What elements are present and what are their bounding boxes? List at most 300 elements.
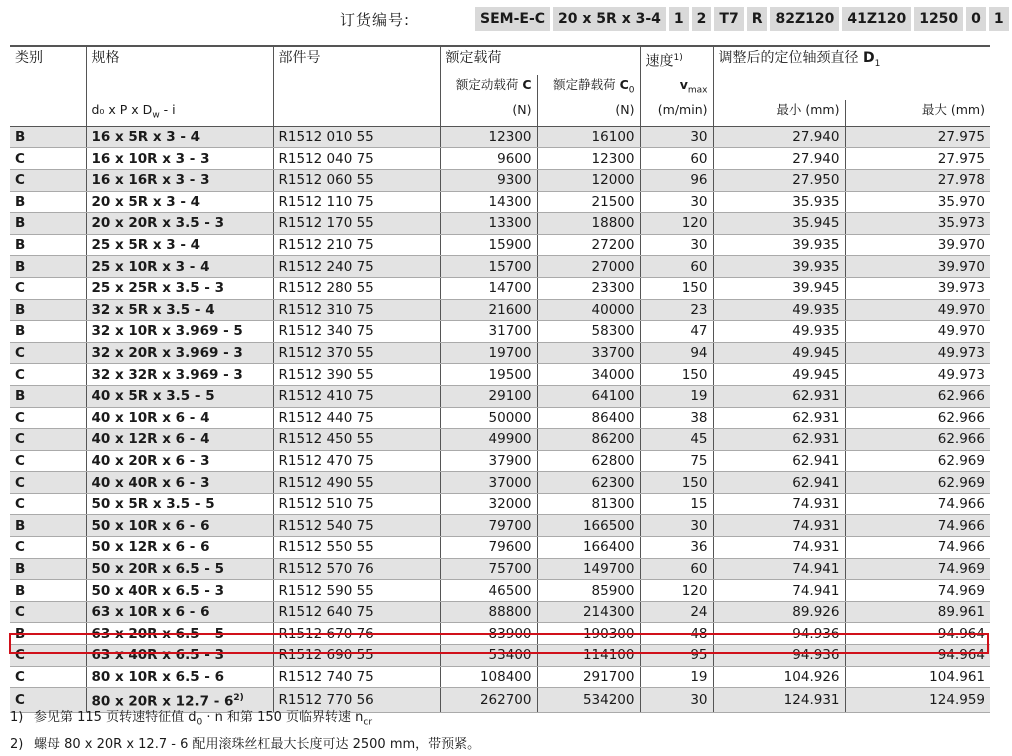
cell-dynamic-load-text: 49900 — [488, 431, 532, 448]
cell-dynamic-load — [440, 321, 537, 343]
cell-type — [10, 213, 86, 235]
cell-type — [10, 342, 86, 364]
header-diameter-symbol: D — [862, 50, 875, 66]
cell-size — [86, 537, 273, 559]
cell-size-text: 32 x 32R x 3.969 - 3 — [91, 366, 243, 383]
cell-static-load-text: 166400 — [582, 539, 635, 556]
cell-dynamic-load — [440, 580, 537, 602]
cell-dynamic-load — [440, 666, 537, 688]
cell-dynamic-load-text: 83900 — [488, 625, 532, 642]
cell-dynamic-load-text: 29100 — [488, 388, 532, 405]
cell-static-load-text: 40000 — [591, 301, 635, 318]
cell-dynamic-load-text: 19700 — [488, 345, 532, 362]
cell-type — [10, 601, 86, 623]
cell-diameter-min — [713, 342, 845, 364]
cell-diameter-max-text: 39.970 — [937, 258, 985, 275]
cell-diameter-min-text: 74.931 — [792, 496, 840, 513]
cell-part-no-text: R1512 170 55 — [278, 215, 374, 232]
cell-size-text: 20 x 20R x 3.5 - 3 — [91, 215, 224, 232]
cell-diameter-max — [845, 450, 990, 472]
cell-type-text: B — [15, 129, 26, 146]
cell-diameter-min-text: 39.935 — [792, 258, 840, 275]
order-code-row — [340, 6, 1012, 32]
cell-static-load — [537, 299, 640, 321]
footnote-1-sub-a: 0 — [196, 717, 203, 728]
cell-diameter-min — [713, 666, 845, 688]
cell-speed — [640, 385, 713, 407]
cell-dynamic-load-text: 31700 — [488, 323, 532, 340]
header-diameter — [713, 46, 990, 75]
cell-size-text: 80 x 10R x 6.5 - 6 — [91, 668, 224, 685]
cell-size — [86, 515, 273, 537]
header-speed — [640, 46, 713, 75]
cell-dynamic-load-text: 15900 — [488, 237, 532, 254]
cell-dynamic-load-text: 19500 — [488, 366, 532, 383]
cell-part-no — [273, 580, 440, 602]
cell-dynamic-load — [440, 493, 537, 515]
cell-size-note: 2) — [233, 693, 244, 704]
cell-part-no-text: R1512 280 55 — [278, 280, 374, 297]
cell-dynamic-load — [440, 558, 537, 580]
table-row — [10, 169, 990, 191]
cell-type — [10, 493, 86, 515]
cell-dynamic-load-text: 14700 — [488, 280, 532, 297]
cell-diameter-min-text: 27.940 — [792, 150, 840, 167]
cell-diameter-max-text: 62.969 — [937, 453, 985, 469]
cell-speed-text: 36 — [690, 539, 708, 556]
cell-diameter-max-text: 35.973 — [937, 215, 985, 232]
cell-diameter-max — [845, 234, 990, 256]
cell-diameter-max-text: 74.966 — [937, 517, 985, 534]
header-row-1 — [10, 46, 990, 75]
cell-static-load-text: 85900 — [591, 582, 635, 599]
cell-part-no — [273, 623, 440, 645]
header-row-2 — [10, 75, 990, 101]
cell-static-load — [537, 472, 640, 494]
cell-diameter-max-text: 49.973 — [937, 366, 985, 383]
cell-diameter-max-text: 94.964 — [937, 647, 985, 664]
cell-size — [86, 407, 273, 429]
cell-part-no-text: R1512 550 55 — [278, 539, 374, 556]
cell-dynamic-load — [440, 126, 537, 148]
cell-diameter-min — [713, 537, 845, 559]
cell-size-text: 50 x 5R x 3.5 - 5 — [91, 496, 215, 513]
cell-type-text: B — [15, 301, 26, 318]
cell-diameter-max — [845, 342, 990, 364]
cell-diameter-max-text: 74.969 — [937, 560, 985, 577]
cell-speed-text: 30 — [690, 517, 708, 534]
cell-dynamic-load — [440, 385, 537, 407]
cell-type — [10, 256, 86, 278]
cell-type-text: C — [15, 172, 25, 189]
cell-static-load-text: 21500 — [591, 193, 635, 210]
cell-diameter-max-text: 94.964 — [937, 625, 985, 642]
cell-speed-text: 150 — [681, 366, 708, 383]
cell-size-text: 32 x 10R x 3.969 - 5 — [91, 323, 243, 340]
cell-speed — [640, 191, 713, 213]
cell-dynamic-load — [440, 342, 537, 364]
cell-diameter-max — [845, 213, 990, 235]
cell-type-text: B — [15, 582, 26, 599]
cell-size-text: 63 x 40R x 6.5 - 3 — [91, 647, 224, 664]
cell-speed — [640, 277, 713, 299]
cell-type-text: B — [15, 215, 26, 232]
cell-size — [86, 645, 273, 667]
cell-type — [10, 429, 86, 451]
cell-diameter-min-text: 74.931 — [792, 539, 840, 556]
cell-type-text: B — [15, 560, 26, 577]
order-code-cell: 1250 — [914, 7, 963, 31]
cell-diameter-min-text: 74.941 — [792, 560, 840, 577]
cell-part-no-text: R1512 450 55 — [278, 431, 374, 448]
footnote-1-text-a: 参见第 115 页转速特征值 d — [34, 710, 197, 725]
cell-diameter-min-text: 62.941 — [792, 453, 840, 469]
cell-size — [86, 429, 273, 451]
cell-speed-text: 120 — [681, 582, 708, 599]
cell-type-text: C — [15, 604, 25, 621]
cell-diameter-max-text: 62.966 — [937, 409, 985, 426]
cell-diameter-min — [713, 385, 845, 407]
cell-speed — [640, 558, 713, 580]
cell-speed-text: 120 — [681, 215, 708, 232]
cell-diameter-min-text: 94.936 — [792, 625, 840, 642]
cell-static-load — [537, 688, 640, 713]
cell-part-no — [273, 666, 440, 688]
cell-type — [10, 407, 86, 429]
cell-dynamic-load-text: 108400 — [479, 668, 532, 685]
cell-part-no-text: R1512 770 56 — [278, 691, 374, 708]
header-speed-label: 速度 — [645, 53, 674, 70]
cell-speed-text: 95 — [690, 647, 708, 664]
cell-type — [10, 472, 86, 494]
cell-size — [86, 191, 273, 213]
cell-speed-text: 94 — [690, 345, 708, 362]
cell-diameter-max — [845, 558, 990, 580]
cell-size-text: 40 x 12R x 6 - 4 — [91, 431, 210, 448]
cell-speed-text: 48 — [690, 625, 708, 642]
cell-static-load-text: 18800 — [591, 215, 635, 232]
cell-diameter-max — [845, 537, 990, 559]
cell-speed-text: 30 — [690, 129, 708, 146]
cell-part-no — [273, 126, 440, 148]
cell-speed-text: 47 — [690, 323, 708, 340]
cell-size-text: 63 x 10R x 6 - 6 — [91, 604, 210, 621]
cell-diameter-max-text: 35.970 — [937, 193, 985, 210]
cell-part-no — [273, 299, 440, 321]
cell-speed — [640, 342, 713, 364]
cell-type — [10, 169, 86, 191]
cell-diameter-max — [845, 277, 990, 299]
cell-static-load — [537, 558, 640, 580]
cell-diameter-min-text: 94.936 — [792, 647, 840, 664]
order-code-cell: T7 — [714, 7, 743, 31]
cell-dynamic-load — [440, 537, 537, 559]
cell-type — [10, 623, 86, 645]
cell-speed-text: 38 — [690, 409, 708, 426]
cell-part-no-text: R1512 010 55 — [278, 129, 374, 146]
header-dynamic-load — [440, 75, 537, 101]
cell-diameter-max — [845, 666, 990, 688]
cell-dynamic-load-text: 50000 — [488, 409, 532, 426]
cell-part-no-text: R1512 370 55 — [278, 345, 374, 362]
order-code-cell: 0 — [966, 7, 986, 31]
cell-speed-text: 96 — [690, 172, 708, 189]
cell-type-text: B — [15, 258, 26, 275]
cell-diameter-max — [845, 191, 990, 213]
cell-diameter-max-text: 74.966 — [937, 496, 985, 513]
cell-dynamic-load — [440, 299, 537, 321]
cell-dynamic-load — [440, 601, 537, 623]
cell-type — [10, 364, 86, 386]
table-row — [10, 580, 990, 602]
cell-diameter-min — [713, 407, 845, 429]
cell-part-no — [273, 234, 440, 256]
cell-part-no-text: R1512 490 55 — [278, 474, 374, 491]
cell-diameter-min — [713, 191, 845, 213]
cell-size-text: 40 x 20R x 6 - 3 — [91, 453, 210, 469]
cell-speed — [640, 601, 713, 623]
cell-static-load-text: 34000 — [591, 366, 635, 383]
header-vmax: v — [679, 76, 688, 92]
header-size-formula-sub: w — [152, 110, 160, 121]
cell-diameter-min-text: 62.931 — [792, 409, 840, 426]
cell-dynamic-load-text: 79700 — [488, 517, 532, 534]
cell-dynamic-load — [440, 429, 537, 451]
cell-diameter-max — [845, 299, 990, 321]
cell-dynamic-load — [440, 234, 537, 256]
cell-speed — [640, 407, 713, 429]
table-row — [10, 623, 990, 645]
ball-nut-table — [10, 45, 990, 713]
cell-static-load-text: 86400 — [591, 409, 635, 426]
cell-speed — [640, 666, 713, 688]
cell-static-load-text: 291700 — [582, 668, 635, 685]
cell-part-no-text: R1512 240 75 — [278, 258, 374, 275]
cell-dynamic-load — [440, 277, 537, 299]
cell-speed — [640, 234, 713, 256]
cell-speed-text: 150 — [681, 474, 708, 491]
header-static-load-label: 额定静载荷 — [553, 76, 616, 92]
cell-dynamic-load-text: 75700 — [488, 560, 532, 577]
cell-diameter-min-text: 62.941 — [792, 474, 840, 491]
cell-part-no — [273, 342, 440, 364]
footnote-1-text-b: · n 和第 150 页临界转速 n — [202, 710, 364, 725]
cell-diameter-min — [713, 623, 845, 645]
cell-part-no-text: R1512 570 76 — [278, 560, 374, 577]
cell-diameter-min — [713, 450, 845, 472]
cell-diameter-min — [713, 299, 845, 321]
cell-part-no — [273, 493, 440, 515]
cell-type-text: B — [15, 193, 26, 210]
cell-static-load-text: 27200 — [591, 237, 635, 254]
table-row — [10, 429, 990, 451]
cell-speed-text: 19 — [690, 388, 708, 405]
cell-part-no-text: R1512 310 75 — [278, 301, 374, 318]
table-row — [10, 493, 990, 515]
cell-static-load — [537, 666, 640, 688]
cell-size-text: 40 x 10R x 6 - 4 — [91, 409, 210, 426]
cell-part-no — [273, 385, 440, 407]
cell-diameter-max-text: 74.966 — [937, 539, 985, 556]
cell-diameter-max-text: 89.961 — [937, 604, 985, 621]
cell-speed-text: 24 — [690, 604, 708, 621]
cell-diameter-max-text: 62.969 — [937, 474, 985, 491]
cell-static-load-text: 190300 — [582, 625, 635, 642]
cell-type — [10, 558, 86, 580]
cell-size — [86, 126, 273, 148]
cell-type-text: C — [15, 280, 25, 297]
cell-part-no — [273, 277, 440, 299]
cell-diameter-max — [845, 429, 990, 451]
cell-part-no — [273, 364, 440, 386]
cell-part-no-text: R1512 640 75 — [278, 604, 374, 621]
cell-size — [86, 472, 273, 494]
cell-type-text: C — [15, 431, 25, 448]
cell-size — [86, 169, 273, 191]
cell-diameter-min — [713, 364, 845, 386]
cell-size-text: 50 x 10R x 6 - 6 — [91, 517, 210, 534]
cell-part-no-text: R1512 470 75 — [278, 453, 374, 469]
cell-static-load — [537, 493, 640, 515]
cell-speed-text: 60 — [690, 560, 708, 577]
cell-dynamic-load — [440, 450, 537, 472]
header-size-formula — [86, 100, 273, 126]
cell-size — [86, 601, 273, 623]
cell-part-no-text: R1512 510 75 — [278, 496, 374, 513]
cell-static-load-text: 86200 — [591, 431, 635, 448]
cell-size — [86, 364, 273, 386]
cell-diameter-min — [713, 493, 845, 515]
cell-static-load — [537, 213, 640, 235]
cell-static-load — [537, 450, 640, 472]
header-load: 额定载荷 — [440, 46, 640, 75]
footnote-1 — [10, 707, 480, 734]
cell-static-load-text: 12000 — [591, 172, 635, 189]
order-code-cells — [475, 7, 1012, 31]
order-code-cell: R — [747, 7, 768, 31]
cell-speed-text: 60 — [690, 150, 708, 167]
order-code-cell: 82Z120 — [770, 7, 839, 31]
cell-speed — [640, 580, 713, 602]
cell-dynamic-load — [440, 515, 537, 537]
cell-size — [86, 256, 273, 278]
cell-size-text: 32 x 5R x 3.5 - 4 — [91, 301, 215, 318]
cell-size — [86, 299, 273, 321]
cell-static-load — [537, 429, 640, 451]
cell-diameter-max — [845, 407, 990, 429]
table-row — [10, 666, 990, 688]
table-row — [10, 234, 990, 256]
cell-speed-text: 30 — [690, 193, 708, 210]
cell-speed — [640, 493, 713, 515]
header-static-load-sub: 0 — [628, 85, 635, 96]
cell-diameter-min-text: 89.926 — [792, 604, 840, 621]
cell-size — [86, 213, 273, 235]
cell-type — [10, 299, 86, 321]
cell-part-no — [273, 321, 440, 343]
cell-type-text: C — [15, 474, 25, 491]
cell-part-no-text: R1512 210 75 — [278, 237, 374, 254]
cell-part-no-text: R1512 340 75 — [278, 323, 374, 340]
cell-diameter-min — [713, 321, 845, 343]
cell-static-load — [537, 623, 640, 645]
cell-dynamic-load — [440, 645, 537, 667]
cell-dynamic-load — [440, 148, 537, 170]
cell-diameter-max-text: 62.966 — [937, 431, 985, 448]
header-static-load-symbol: C — [619, 76, 629, 92]
cell-static-load — [537, 256, 640, 278]
cell-type-text: B — [15, 625, 26, 642]
cell-part-no — [273, 148, 440, 170]
cell-diameter-max — [845, 580, 990, 602]
cell-diameter-min-text: 35.945 — [792, 215, 840, 232]
cell-static-load — [537, 580, 640, 602]
cell-size-text: 25 x 10R x 3 - 4 — [91, 258, 210, 275]
cell-static-load — [537, 321, 640, 343]
cell-diameter-max — [845, 321, 990, 343]
cell-type-text: B — [15, 323, 26, 340]
cell-dynamic-load-text: 88800 — [488, 604, 532, 621]
cell-dynamic-load — [440, 364, 537, 386]
cell-static-load — [537, 342, 640, 364]
cell-size-text: 40 x 40R x 6 - 3 — [91, 474, 210, 491]
cell-speed — [640, 645, 713, 667]
cell-size-text: 50 x 20R x 6.5 - 5 — [91, 560, 224, 577]
cell-part-no — [273, 450, 440, 472]
header-static-load — [537, 75, 640, 101]
order-code-cell: 1 — [989, 7, 1009, 31]
cell-static-load-text: 27000 — [591, 258, 635, 275]
cell-speed — [640, 169, 713, 191]
cell-speed-text: 150 — [681, 280, 708, 297]
footnote-2-text: 螺母 80 x 20R x 12.7 - 6 配用滚珠丝杠最大长度可达 2500 mm，带预紧。 — [34, 736, 481, 752]
cell-part-no-text: R1512 060 55 — [278, 172, 374, 189]
cell-type-text: C — [15, 691, 25, 708]
cell-diameter-min-text: 62.931 — [792, 388, 840, 405]
cell-speed-text: 15 — [690, 496, 708, 513]
order-code-label: 订货编号: — [340, 10, 411, 29]
table-row — [10, 342, 990, 364]
cell-size — [86, 321, 273, 343]
cell-part-no — [273, 407, 440, 429]
cell-static-load-text: 81300 — [591, 496, 635, 513]
table-row — [10, 191, 990, 213]
cell-static-load — [537, 148, 640, 170]
cell-size — [86, 580, 273, 602]
cell-dynamic-load-text: 79600 — [488, 539, 532, 556]
order-code-cell: SEM-E-C — [475, 7, 550, 31]
cell-part-no-text: R1512 110 75 — [278, 193, 374, 210]
header-row-3 — [10, 100, 990, 126]
cell-speed — [640, 623, 713, 645]
table-row — [10, 321, 990, 343]
cell-size — [86, 234, 273, 256]
cell-size-text: 25 x 25R x 3.5 - 3 — [91, 280, 224, 297]
cell-diameter-min — [713, 256, 845, 278]
cell-diameter-max — [845, 623, 990, 645]
order-code-cell: 20 x 5R x 3-4 — [553, 7, 666, 31]
cell-diameter-max — [845, 256, 990, 278]
cell-diameter-min-text: 124.931 — [783, 691, 840, 708]
cell-diameter-min — [713, 515, 845, 537]
cell-size-text: 16 x 10R x 3 - 3 — [91, 150, 210, 167]
cell-part-no — [273, 213, 440, 235]
cell-speed — [640, 688, 713, 713]
header-dynamic-load-label: 额定动载荷 — [455, 76, 519, 92]
cell-dynamic-load-text: 9300 — [497, 172, 532, 189]
cell-diameter-min — [713, 126, 845, 148]
cell-speed — [640, 126, 713, 148]
